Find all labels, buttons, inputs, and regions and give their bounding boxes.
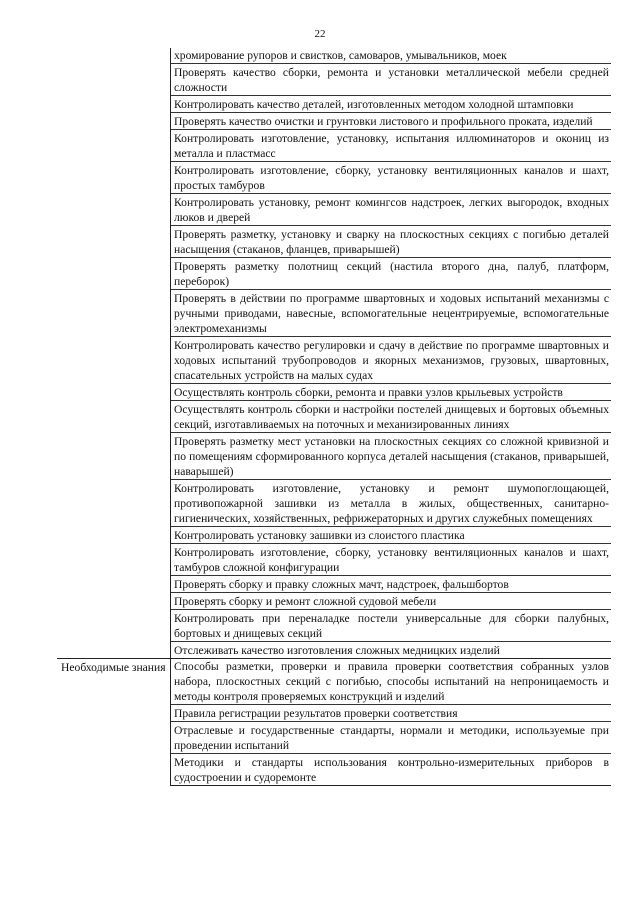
skill-item: Проверять разметку, установку и сварку на плоскостных секциях с погибью деталей насыщения (стаканов, фланцев, приварышей)	[171, 226, 611, 258]
section-label	[57, 48, 170, 52]
section-label-cell	[57, 659, 171, 786]
skill-item: Контролировать установку зашивки из слоистого пластика	[171, 527, 611, 544]
professional-standard-table	[57, 48, 611, 786]
skill-item: Контролировать качество деталей, изготовленных методом холодной штамповки	[171, 96, 611, 113]
section-label-cell	[57, 48, 171, 659]
knowledge-list-cell	[171, 659, 612, 786]
knowledge-item: Отраслевые и государственные стандарты, нормали и методики, используемые при проведении испытаний	[171, 722, 611, 754]
skill-item: Проверять сборку и ремонт сложной судовой мебели	[171, 593, 611, 610]
skill-item: Контролировать установку, ремонт комингсов надстроек, легких выгородок, входных люков и дверей	[171, 194, 611, 226]
skill-item: Проверять качество сборки, ремонта и установки металлической мебели средней сложности	[171, 64, 611, 96]
skill-item: Проверять в действии по программе швартовных и ходовых испытаний механизмы с ручными приводами, навесные, вспомогательные нецентрируемые, вспомогательные электромеханизмы	[171, 290, 611, 337]
skill-item: Контролировать изготовление, сборку, установку вентиляционных каналов и шахт, тамбуров сложной конфигурации	[171, 544, 611, 576]
skill-item: Проверять качество очистки и грунтовки листового и профильного проката, изделий	[171, 113, 611, 130]
skill-item: Проверять разметку мест установки на плоскостных секциях со сложной кривизной и по помещениям сформированного корпуса деталей насыщения (стаканов, приварышей, наварышей)	[171, 433, 611, 480]
skill-item: Контролировать изготовление, установку и ремонт шумопоглощающей, противопожарной зашивки из металла в жилых, общественных, санитарно-гигиенических, хозяйственных, рефрижераторных и других служебных помещениях	[171, 480, 611, 527]
skills-list-cell	[171, 48, 612, 659]
skill-item: Осуществлять контроль сборки, ремонта и правки узлов крыльевых устройств	[171, 384, 611, 401]
knowledge-item: Методики и стандарты использования контрольно-измерительных приборов в судостроении и судоремонте	[174, 756, 609, 784]
page-number: 22	[314, 28, 326, 40]
skill-item: Отслеживать качество изготовления сложных медницких изделий	[174, 644, 500, 657]
skill-item: Контролировать при переналадке постели универсальные для сборки палубных, бортовых и днищевых секций	[171, 610, 611, 642]
skill-item: Контролировать качество регулировки и сдачу в действие по программе швартовных и ходовых испытаний трубопроводов и якорных механизмов, грузовых, швартовных, спасательных устройств на малых судах	[171, 337, 611, 384]
skills-section-row	[57, 48, 611, 659]
skill-item: Контролировать изготовление, сборку, установку вентиляционных каналов и шахт, простых тамбуров	[171, 162, 611, 194]
skill-item: Осуществлять контроль сборки и настройки постелей днищевых и бортовых объемных секций, изготавливаемых на поточных и механизированных линиях	[171, 401, 611, 433]
section-label-required-knowledge: Необходимые знания	[61, 661, 166, 674]
knowledge-item: Правила регистрации результатов проверки соответствия	[171, 705, 611, 722]
skill-item: Проверять разметку полотнищ секций (настила второго дна, палуб, платформ, переборок)	[171, 258, 611, 290]
skill-item: Контролировать изготовление, установку, испытания иллюминаторов и окониц из металла и пластмасс	[171, 130, 611, 162]
skill-item: Проверять сборку и правку сложных мачт, надстроек, фальшбортов	[171, 576, 611, 593]
knowledge-section-row	[57, 659, 611, 786]
skill-item: хромирование рупоров и свистков, самоваров, умывальников, моек	[171, 48, 611, 64]
knowledge-item: Способы разметки, проверки и правила проверки соответствия собранных узлов набора, плоскостных секций с погибью, способы испытаний на непроницаемость и методы контроля проверяемых конструкций и изделий	[171, 659, 611, 705]
